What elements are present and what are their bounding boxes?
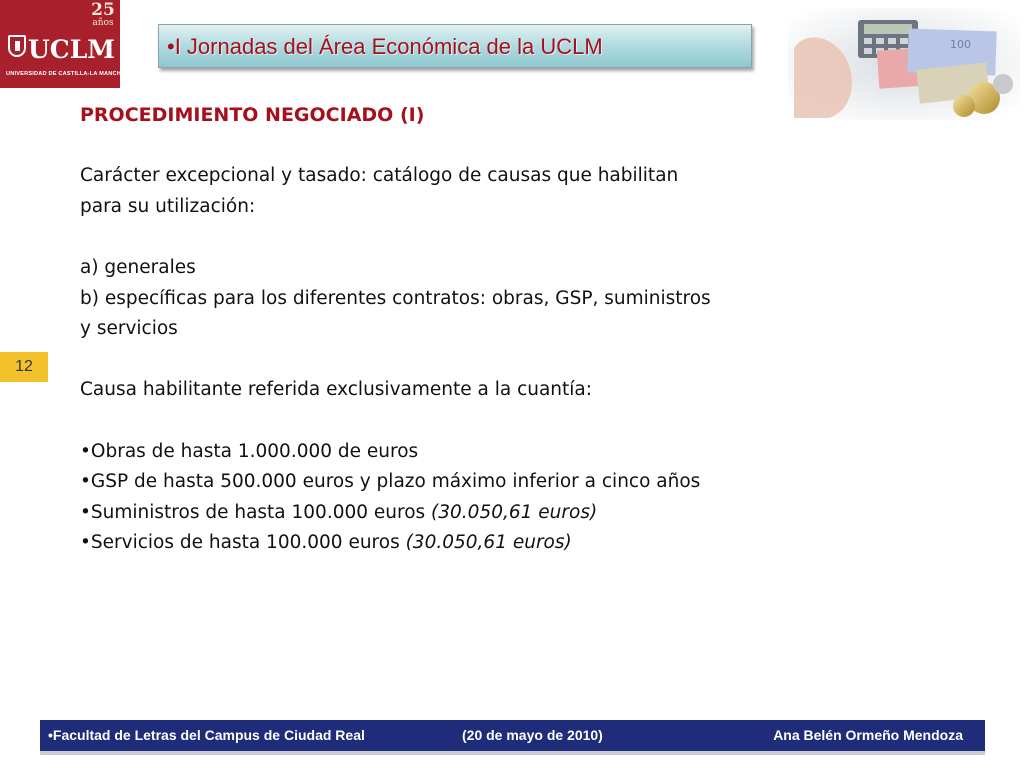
slide-content [80,100,800,559]
paragraph-2: Causa habilitante referida exclusivamente a la cuantía: [80,379,592,401]
logo-subtitle: UNIVERSIDAD DE CASTILLA-LA MANCHA [6,71,126,77]
footer-bar [40,720,985,755]
slide-number: 12 [0,352,48,382]
logo-name: UCLM [28,35,115,64]
bullet-item-gsp [80,467,800,498]
bullet-note: (30.050,61 euros) [405,532,572,554]
list-item-b-line-1: b) específicas para los diferentes contratos: obras, GSP, suministros [80,287,711,309]
anniversary-text: años [92,18,114,28]
list-item-b-line-2: y servicios [80,318,178,340]
bullet-note: (30.050,61 euros) [431,501,598,523]
university-emblem-icon [8,35,26,57]
anniversary-badge [90,2,116,28]
paragraph-1-line-2: para su utilización: [80,195,256,217]
footer-date: (20 de mayo de 2010) [462,727,603,743]
money-calculator-image [788,8,1020,120]
bullet-text: •Suministros de hasta 100.000 euros [80,501,432,523]
bullet-item-obras [80,437,800,468]
bullet-text: •Servicios de hasta 100.000 euros [80,532,406,554]
bullet-text: •Obras de hasta 1.000.000 de euros [80,440,419,462]
header-title: •I Jornadas del Área Económica de la UCLM [167,34,603,59]
footer-location: •Facultad de Letras del Campus de Ciudad Real [48,727,365,743]
uclm-logo [0,0,126,88]
bullet-item-servicios [80,528,800,559]
bullet-text: •GSP de hasta 500.000 euros y plazo máximo inferior a cinco años [80,471,701,493]
paragraph-1-line-1: Carácter excepcional y tasado: catálogo de causas que habilitan [80,165,679,187]
footer-author: Ana Belén Ormeño Mendoza [773,727,963,743]
slide-heading: PROCEDIMIENTO NEGOCIADO (I) [80,104,425,126]
bullet-item-suministros [80,498,800,529]
header-banner [158,24,752,68]
anniversary-number: 25 [91,0,115,20]
svg-text:100: 100 [950,38,971,51]
list-item-a: a) generales [80,256,196,278]
